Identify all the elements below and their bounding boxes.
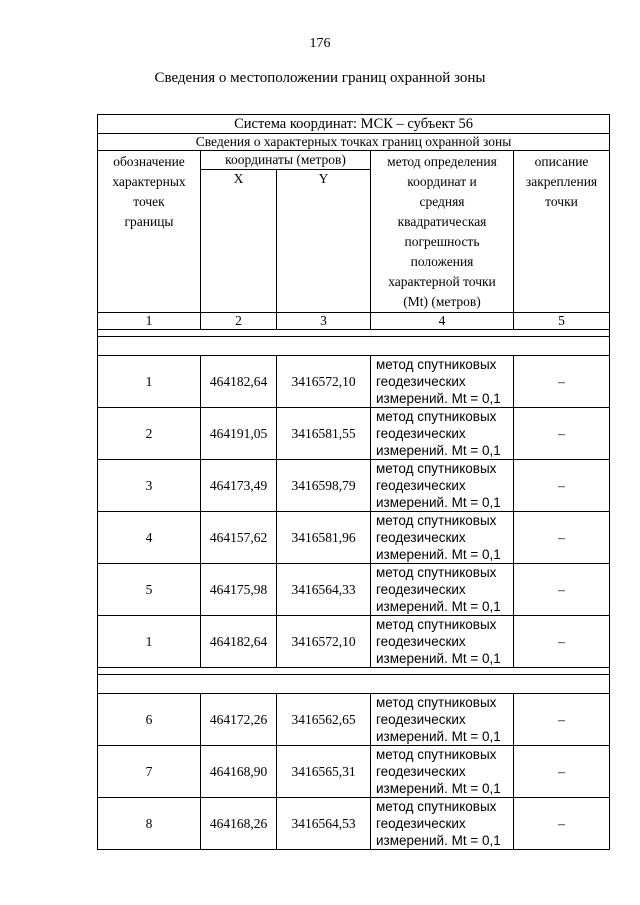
- table-row: [98, 616, 610, 668]
- fixing-description: –: [514, 408, 610, 460]
- table-row: [98, 798, 610, 850]
- table-row: [98, 356, 610, 408]
- table-row: [98, 460, 610, 512]
- coord-y: 3416564,33: [277, 564, 371, 616]
- coord-x: 464191,05: [201, 408, 277, 460]
- boundary-points-table: [97, 114, 610, 850]
- table-subtitle: Сведения о характерных точках границ охранной зоны: [98, 134, 610, 151]
- fixing-description: –: [514, 356, 610, 408]
- table-row: [98, 746, 610, 798]
- coord-x: 464182,64: [201, 616, 277, 668]
- fixing-description: –: [514, 512, 610, 564]
- method-cell: метод спутниковых геодезических измерений. Mt = 0,1: [371, 798, 514, 850]
- method-cell: метод спутниковых геодезических измерений. Mt = 0,1: [371, 512, 514, 564]
- fixing-description: –: [514, 616, 610, 668]
- coord-y: 3416564,53: [277, 798, 371, 850]
- row-gap: [98, 668, 610, 675]
- header-y: Y: [277, 170, 371, 313]
- header-x: X: [201, 170, 277, 313]
- method-cell: метод спутниковых геодезических измерений. Mt = 0,1: [371, 408, 514, 460]
- point-id: 2: [98, 408, 201, 460]
- coord-x: 464168,26: [201, 798, 277, 850]
- coord-y: 3416565,31: [277, 746, 371, 798]
- coord-y: 3416581,55: [277, 408, 371, 460]
- coord-x: 464175,98: [201, 564, 277, 616]
- method-cell: метод спутниковых геодезических измерений. Mt = 0,1: [371, 356, 514, 408]
- coord-y: 3416572,10: [277, 616, 371, 668]
- row-gap: [98, 330, 610, 337]
- page-number: 176: [309, 36, 331, 51]
- table-row: [98, 408, 610, 460]
- fixing-description: –: [514, 798, 610, 850]
- point-id: 4: [98, 512, 201, 564]
- point-id: 1: [98, 616, 201, 668]
- point-id: 6: [98, 694, 201, 746]
- method-cell: метод спутниковых геодезических измерений. Mt = 0,1: [371, 746, 514, 798]
- header-method: метод определения координат и средняя квадратическая погрешность положения характерной точки (Mt) (метров): [371, 151, 514, 313]
- table-row: [98, 512, 610, 564]
- group-separator-2: [98, 675, 610, 694]
- coord-y: 3416581,96: [277, 512, 371, 564]
- coordinate-system: Система координат: МСК – субъект 56: [98, 115, 610, 134]
- table-row: [98, 694, 610, 746]
- method-cell: метод спутниковых геодезических измерений. Mt = 0,1: [371, 460, 514, 512]
- coord-y: 3416562,65: [277, 694, 371, 746]
- fixing-description: –: [514, 694, 610, 746]
- coord-x: 464157,62: [201, 512, 277, 564]
- method-cell: метод спутниковых геодезических измерений. Mt = 0,1: [371, 694, 514, 746]
- column-number-row: 1 2 3 4 5: [98, 313, 610, 330]
- point-id: 8: [98, 798, 201, 850]
- coord-x: 464172,26: [201, 694, 277, 746]
- coord-x: 464168,90: [201, 746, 277, 798]
- fixing-description: –: [514, 564, 610, 616]
- coord-x: 464173,49: [201, 460, 277, 512]
- group-separator-1: [98, 337, 610, 356]
- coord-y: 3416598,79: [277, 460, 371, 512]
- header-description: описание закрепления точки: [514, 151, 610, 313]
- table-row: [98, 564, 610, 616]
- coord-x: 464182,64: [201, 356, 277, 408]
- coord-y: 3416572,10: [277, 356, 371, 408]
- method-cell: метод спутниковых геодезических измерений. Mt = 0,1: [371, 616, 514, 668]
- point-id: 3: [98, 460, 201, 512]
- point-id: 1: [98, 356, 201, 408]
- point-id: 5: [98, 564, 201, 616]
- page-title: Сведения о местоположении границ охранной зоны: [154, 70, 486, 86]
- header-point: обозначение характерных точек границы: [98, 151, 201, 313]
- header-coordinates: координаты (метров): [201, 151, 371, 170]
- fixing-description: –: [514, 746, 610, 798]
- method-cell: метод спутниковых геодезических измерений. Mt = 0,1: [371, 564, 514, 616]
- fixing-description: –: [514, 460, 610, 512]
- point-id: 7: [98, 746, 201, 798]
